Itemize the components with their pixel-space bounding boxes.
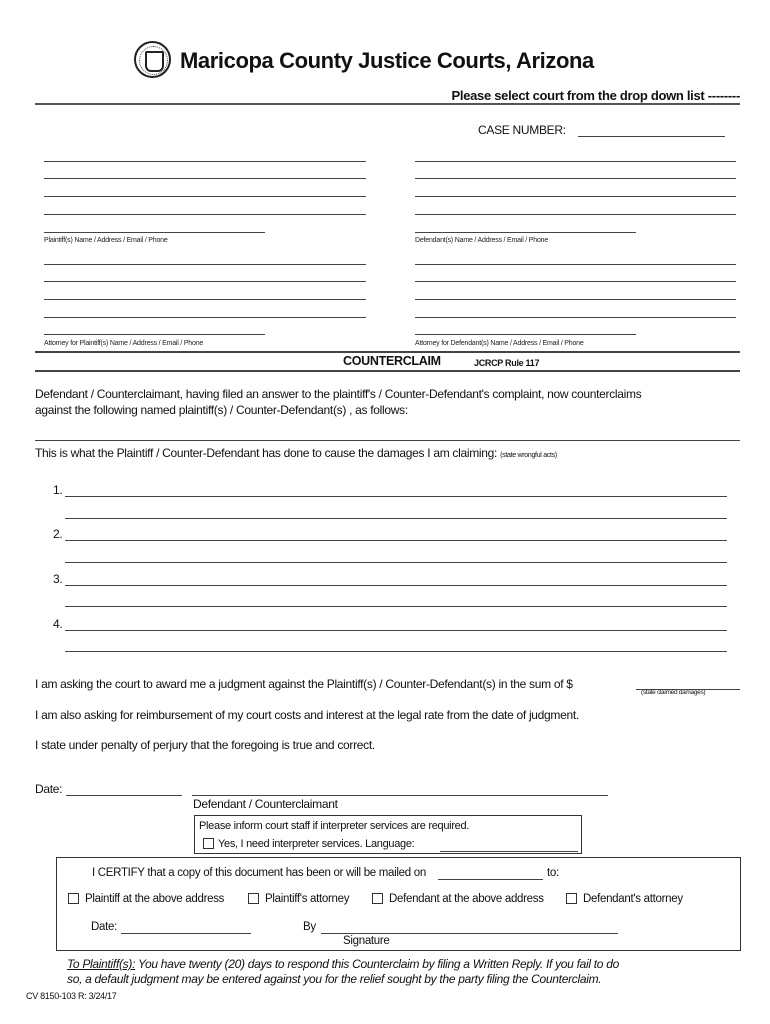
certify-box [56,857,741,951]
intro-text: against the following named plaintiff(s) / Counter-Defendant(s) , as follows: [35,403,408,417]
plaintiff-attorney-field[interactable] [44,299,366,300]
counter-defendant-field[interactable] [35,440,740,441]
court-select-dropdown[interactable]: Please select court from the drop down list -------- [451,88,740,103]
plaintiff-info-field[interactable] [44,178,366,179]
date-label: Date: [35,782,63,796]
certify-date-field[interactable] [121,933,251,934]
signer-label: Defendant / Counterclaimant [193,797,338,811]
language-field[interactable] [440,851,578,852]
wrongful-act-field[interactable] [65,562,727,563]
certify-to: to: [547,867,559,879]
court-seal-logo [134,41,171,78]
plaintiff-attorney-label: Attorney for Plaintiff(s) Name / Address / Email / Phone [44,340,204,347]
form-code: CV 8150-103 R: 3/24/17 [26,991,117,1001]
item-number: 2. [53,527,63,541]
case-number-field[interactable] [578,136,725,137]
plaintiff-attorney-field[interactable] [44,334,265,335]
item-number: 4. [53,617,63,631]
defendant-attorney-label: Attorney for Defendant(s) Name / Address / Email / Phone [415,340,584,347]
acts-hint: (state wrongful acts) [500,452,557,459]
acts-prompt-text: This is what the Plaintiff / Counter-Defendant has done to cause the damages I am claiming: [35,446,498,460]
interpreter-checkbox[interactable] [203,838,214,849]
item-number: 3. [53,572,63,586]
notice-text: so, a default judgment may be entered against you for the relief sought by the party filing the Counterclaim. [67,972,602,986]
section-rule: JCRCP Rule 117 [474,358,540,368]
checkbox-defendant-attorney[interactable] [566,893,577,904]
case-number-label: CASE NUMBER: [478,123,566,137]
wrongful-act-field[interactable] [65,540,727,541]
option-label: Defendant at the above address [389,893,544,905]
item-number: 1. [53,483,63,497]
page-title: Maricopa County Justice Courts, Arizona [180,48,594,73]
interpreter-box [194,815,582,854]
defendant-attorney-field[interactable] [415,264,736,265]
wrongful-act-field[interactable] [65,585,727,586]
defendant-attorney-field[interactable] [415,299,736,300]
defendant-label: Defendant(s) Name / Address / Email / Phone [415,237,549,244]
costs-text: I am also asking for reimbursement of my court costs and interest at the legal rate from the date of judgment. [35,708,579,722]
option-label: Defendant's attorney [583,893,683,905]
signature-label: Signature [343,935,390,947]
plaintiff-attorney-field[interactable] [44,281,366,282]
plaintiff-attorney-field[interactable] [44,264,366,265]
option-label: Plaintiff at the above address [85,893,225,905]
defendant-info-field[interactable] [415,161,736,162]
interpreter-notice: Please inform court staff if interpreter services are required. [199,820,470,832]
mail-date-field[interactable] [438,879,543,880]
defendant-info-field[interactable] [415,214,736,215]
wrongful-act-field[interactable] [65,630,727,631]
plaintiff-info-field[interactable] [44,196,366,197]
date-field[interactable] [66,795,182,796]
plaintiff-info-field[interactable] [44,214,366,215]
acts-prompt [35,446,557,463]
certify-date-label: Date: [91,921,117,933]
section-title: COUNTERCLAIM [343,354,441,368]
defendant-info-field[interactable] [415,196,736,197]
wrongful-act-field[interactable] [65,496,727,497]
defendant-attorney-field[interactable] [415,281,736,282]
notice-lead: To Plaintiff(s): [67,957,136,971]
wrongful-act-field[interactable] [65,606,727,607]
checkbox-defendant[interactable] [372,893,383,904]
wrongful-act-field[interactable] [65,651,727,652]
certify-text: I CERTIFY that a copy of this document has been or will be mailed on [92,867,426,879]
interpreter-checkbox-label: Yes, I need interpreter services. Language: [218,838,415,850]
defendant-info-field[interactable] [415,178,736,179]
plaintiff-info-field[interactable] [44,232,265,233]
signature-field[interactable] [192,795,608,796]
option-label: Plaintiff's attorney [265,893,350,905]
damages-hint: (state claimed damages) [641,689,706,696]
perjury-text: I state under penalty of perjury that the foregoing is true and correct. [35,738,375,752]
notice-text: You have twenty (20) days to respond this Counterclaim by filing a Written Reply. If you fail to do [135,957,619,971]
plaintiff-attorney-field[interactable] [44,317,366,318]
plaintiff-info-field[interactable] [44,161,366,162]
checkbox-plaintiff-attorney[interactable] [248,893,259,904]
defendant-attorney-field[interactable] [415,334,636,335]
defendant-attorney-field[interactable] [415,317,736,318]
intro-text: Defendant / Counterclaimant, having filed an answer to the plaintiff's / Counter-Defendant's complaint, now counterclaims [35,387,642,401]
checkbox-plaintiff[interactable] [68,893,79,904]
defendant-info-field[interactable] [415,232,636,233]
plaintiff-label: Plaintiff(s) Name / Address / Email / Phone [44,237,168,244]
award-text: I am asking the court to award me a judgment against the Plaintiff(s) / Counter-Defendant(s) in the sum of $ [35,677,573,691]
plaintiff-notice [67,957,619,971]
by-label: By [303,921,316,933]
wrongful-act-field[interactable] [65,518,727,519]
